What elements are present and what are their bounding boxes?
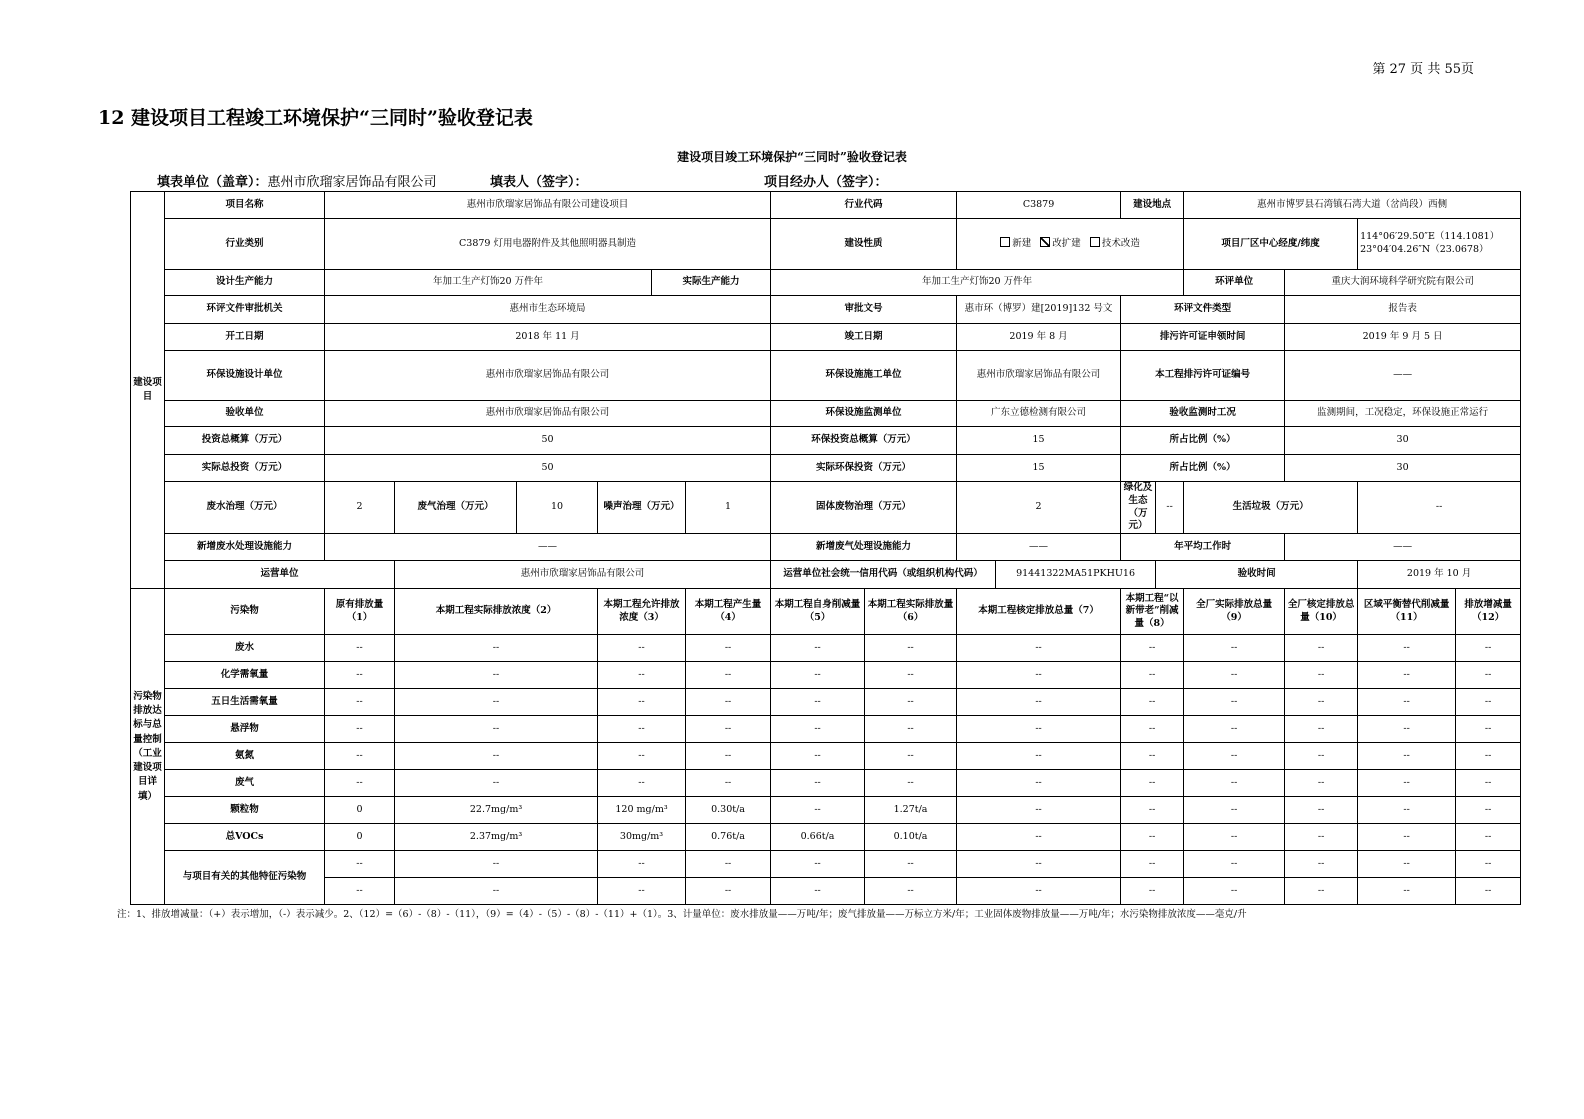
pollutant-value: -- [865,770,957,797]
pollutant-value: -- [325,689,395,716]
pollutant-name: 氨氮 [165,743,325,770]
gas-cost: 10 [517,482,598,534]
pollutant-name: 颗粒物 [165,797,325,824]
pollutant-value: -- [325,770,395,797]
finish-date: 2019 年 8 月 [957,324,1121,351]
ratio-label: 所占比例（%） [1121,427,1285,455]
pollutant-value: -- [686,716,771,743]
monitor-unit: 广东立德检测有限公司 [957,401,1121,427]
other-pollutant-value: -- [1121,878,1184,905]
pollutant-table [131,589,1521,905]
pollutant-value: -- [1184,797,1285,824]
other-pollutant-value: -- [686,878,771,905]
design-unit: 惠州市欣瑠家居饰品有限公司 [325,351,771,401]
location: 惠州市博罗县石湾镇石湾大道（岔尚段）西侧 [1184,192,1521,219]
pollutant-value: -- [1184,824,1285,851]
pollutant-value: -- [1358,770,1456,797]
operator-label: 运营单位 [165,561,395,589]
pollutant-value: -- [325,662,395,689]
pollutant-value: -- [1121,716,1184,743]
pollutant-value: 0.66t/a [771,824,865,851]
pollutant-value: -- [957,797,1121,824]
pollutant-value: -- [771,635,865,662]
pollutant-name: 废水 [165,635,325,662]
pollutant-value: -- [1358,662,1456,689]
other-pollutant-value: -- [598,851,686,878]
pollutant-value: -- [1184,770,1285,797]
wastewater-cost: 2 [325,482,395,534]
pollutant-value: -- [1456,689,1521,716]
pollutant-header: 排放增减量（12） [1456,589,1521,635]
table-row [131,824,1521,851]
green-cost-label: 绿化及生态（万元） [1121,482,1156,534]
ratio2-label: 所占比例（%） [1121,455,1285,482]
start-date: 2018 年 11 月 [325,324,771,351]
pollutant-value: 0.30t/a [686,797,771,824]
design-unit-label: 环保设施设计单位 [165,351,325,401]
center-value: 114°06′29.50″E（114.1081）23°04′04.26″N（23.0678） [1358,219,1521,270]
other-pollutant-value: -- [1285,851,1358,878]
eia-type-label: 环评文件类型 [1121,296,1285,324]
pollutant-value: -- [686,743,771,770]
table-row [131,743,1521,770]
pollutant-name: 废气 [165,770,325,797]
pollutant-value: -- [325,635,395,662]
pollutant-value: -- [1184,689,1285,716]
eia-unit: 重庆大润环境科学研究院有限公司 [1285,270,1521,296]
other-pollutant-value: -- [865,851,957,878]
accept-time-label: 验收时间 [1156,561,1358,589]
invest-label: 投资总概算（万元） [165,427,325,455]
other-pollutant-value: -- [1121,851,1184,878]
noise-cost-label: 噪声治理（万元） [598,482,686,534]
permit-date-label: 排污许可证申领时间 [1121,324,1285,351]
filler-label: 填表人（签字）： [490,175,588,190]
manager-label: 项目经办人（签字）： [764,175,888,190]
document-title: 12 建设项目工程竣工环境保护“三同时”验收登记表 [98,107,533,129]
nature-label: 建设性质 [771,219,957,270]
work-time-label: 年平均工作时 [1121,534,1285,561]
build-unit-label: 环保设施施工单位 [771,351,957,401]
pollutant-value: -- [771,689,865,716]
new-ww: —— [325,534,771,561]
approval-no-label: 审批文号 [771,296,957,324]
operator: 惠州市欣瑠家居饰品有限公司 [395,561,771,589]
section-construction: 建设项目 [131,192,165,589]
industry-type: C3879 灯用电器附件及其他照明器具制造 [325,219,771,270]
new-gas-label: 新增废气处理设施能力 [771,534,957,561]
finish-date-label: 竣工日期 [771,324,957,351]
eia-unit-label: 环评单位 [1184,270,1285,296]
pollutant-value: -- [1456,824,1521,851]
monitor-cond-label: 验收监测时工况 [1121,401,1285,427]
pollutant-value: -- [1121,797,1184,824]
pollutant-value: -- [1456,716,1521,743]
page-number: 第 27 页 共 55页 [1372,62,1474,77]
pollutant-value: -- [1358,635,1456,662]
start-date-label: 开工日期 [165,324,325,351]
permit-no: —— [1285,351,1521,401]
build-unit: 惠州市欣瑠家居饰品有限公司 [957,351,1121,401]
other-pollutant-value: -- [395,851,598,878]
work-time: —— [1285,534,1521,561]
pollutant-value: -- [1121,662,1184,689]
pollutant-header: 本期工程产生量（4） [686,589,771,635]
gas-cost-label: 废气治理（万元） [395,482,517,534]
project-name-label: 项目名称 [165,192,325,219]
industry-code: C3879 [957,192,1121,219]
pollutant-value: -- [865,716,957,743]
monitor-cond: 监测期间，工况稳定，环保设施正常运行 [1285,401,1521,427]
pollutant-value: -- [325,743,395,770]
checkbox-tech [1090,237,1100,247]
checkbox-expand-checked [1040,237,1050,247]
industry-code-label: 行业代码 [771,192,957,219]
wastewater-cost-label: 废水治理（万元） [165,482,325,534]
filling-unit [157,171,437,190]
pollutant-value: 1.27t/a [865,797,957,824]
env-invest: 15 [957,427,1121,455]
pollutant-value: 0 [325,797,395,824]
pollutant-header: 本期工程自身削减量（5） [771,589,865,635]
approval-org-label: 环评文件审批机关 [165,296,325,324]
pollutant-value: -- [1456,770,1521,797]
pollutant-value: -- [1184,635,1285,662]
pollutant-value: -- [771,770,865,797]
other-pollutant-value: -- [771,878,865,905]
actual-invest: 50 [325,455,771,482]
pollutant-value: 22.7mg/m³ [395,797,598,824]
pollutant-value: -- [1358,743,1456,770]
credit-label: 运营单位社会统一信用代码（或组织机构代码） [771,561,996,589]
pollutant-value: 120 mg/m³ [598,797,686,824]
pollutant-value: -- [1285,770,1358,797]
other-pollutants-label: 与项目有关的其他特征污染物 [165,851,325,905]
pollutant-header: 本期工程核定排放总量（7） [957,589,1121,635]
pollutant-value: -- [686,662,771,689]
pollutant-value: -- [1456,635,1521,662]
pollutant-value: -- [771,662,865,689]
pollutant-value: -- [865,662,957,689]
nature-expand: 改扩建 [1052,238,1081,250]
other-pollutant-value: -- [865,878,957,905]
pollutant-value: -- [957,770,1121,797]
other-pollutant-value: -- [686,851,771,878]
project-name: 惠州市欣瑠家居饰品有限公司建设项目 [325,192,771,219]
pollutant-value: -- [957,689,1121,716]
actual-invest-label: 实际总投资（万元） [165,455,325,482]
pollutant-value: -- [1285,797,1358,824]
other-pollutant-value: -- [1184,878,1285,905]
actual-env-invest-label: 实际环保投资（万元） [771,455,957,482]
section-pollutants: 污染物排放达标与总量控制（工业建设项目详填） [131,589,165,905]
nature-tech: 技术改造 [1101,238,1140,250]
pollutant-value: -- [598,689,686,716]
other-pollutant-value: -- [1358,851,1456,878]
permit-no-label: 本工程排污许可证编号 [1121,351,1285,401]
table-row [131,851,1521,878]
pollutant-value: -- [325,716,395,743]
accept-time: 2019 年 10 月 [1358,561,1521,589]
pollutant-value: -- [1285,716,1358,743]
pollutant-header: 本期工程实际排放浓度（2） [395,589,598,635]
pollutant-value: -- [1358,797,1456,824]
pollutant-value: -- [598,662,686,689]
permit-date: 2019 年 9 月 5 日 [1285,324,1521,351]
table-title: 建设项目竣工环境保护“三同时”验收登记表 [677,150,907,164]
monitor-unit-label: 环保设施监测单位 [771,401,957,427]
eia-type: 报告表 [1285,296,1521,324]
approval-org: 惠州市生态环境局 [325,296,771,324]
other-pollutant-value: -- [1184,851,1285,878]
pollutant-value: -- [1184,743,1285,770]
pollutant-value: -- [957,662,1121,689]
pollutant-value: -- [1184,662,1285,689]
center-label: 项目厂区中心经度/纬度 [1184,219,1358,270]
table-row [131,689,1521,716]
filling-unit-label: 填表单位（盖章）： [157,175,268,190]
pollutant-header: 本期工程实际排放量（6） [865,589,957,635]
pollutant-value: -- [395,716,598,743]
ratio: 30 [1285,427,1521,455]
table-row [131,662,1521,689]
pollutant-value: -- [598,635,686,662]
pollutant-value: -- [1285,689,1358,716]
actual-env-invest: 15 [957,455,1121,482]
table-row [131,797,1521,824]
pollutant-value: -- [865,635,957,662]
other-pollutant-value: -- [1456,851,1521,878]
pollutant-value: 30mg/m³ [598,824,686,851]
pollutant-value: -- [686,689,771,716]
pollutant-value: -- [1456,662,1521,689]
pollutant-name: 悬浮物 [165,716,325,743]
approval-no: 惠市环（博罗）建[2019]132 号文 [957,296,1121,324]
pollutant-value: -- [1285,824,1358,851]
pollutant-value: -- [395,743,598,770]
pollutant-value: -- [1121,770,1184,797]
other-pollutant-value: -- [1358,878,1456,905]
other-pollutant-value: -- [1456,878,1521,905]
pollutant-value: -- [957,716,1121,743]
pollutant-name: 化学需氧量 [165,662,325,689]
pollutant-value: 0.76t/a [686,824,771,851]
table-row [131,770,1521,797]
pollutant-value: -- [395,770,598,797]
pollutant-header: 本期工程允许排放浓度（3） [598,589,686,635]
pollutant-value: -- [395,662,598,689]
pollutant-value: -- [771,797,865,824]
other-pollutant-value: -- [1285,878,1358,905]
invest: 50 [325,427,771,455]
design-capacity: 年加工生产灯饰20 万件年 [325,270,652,296]
pollutant-header: 全厂实际排放总量（9） [1184,589,1285,635]
accept-unit: 惠州市欣瑠家居饰品有限公司 [325,401,771,427]
pollutant-header: 全厂核定排放总量（10） [1285,589,1358,635]
other-pollutant-value: -- [325,851,395,878]
pollutant-value: -- [1285,662,1358,689]
other-pollutant-value: -- [771,851,865,878]
nature-options [957,219,1184,270]
other-pollutant-value: -- [957,851,1121,878]
table-row [131,716,1521,743]
pollutant-value: -- [1285,635,1358,662]
filling-unit-value: 惠州市欣瑠家居饰品有限公司 [267,175,437,190]
pollutant-value: -- [686,770,771,797]
noise-cost: 1 [686,482,771,534]
pollutant-value: -- [598,770,686,797]
actual-capacity-label: 实际生产能力 [652,270,771,296]
life-cost-label: 生活垃圾（万元） [1184,482,1358,534]
checkbox-new [1000,237,1010,247]
other-pollutant-value: -- [325,878,395,905]
pollutant-value: 0.10t/a [865,824,957,851]
pollutant-value: -- [598,743,686,770]
pollutant-value: -- [957,635,1121,662]
pollutant-name: 总VOCs [165,824,325,851]
pollutant-header: 原有排放量（1） [325,589,395,635]
nature-new: 新建 [1012,238,1032,250]
footnote: 注：1、排放增减量：（+）表示增加，（-）表示减少。2、（12）=（6）-（8）-（11），（9）=（4）-（5）-（8）-（11）+（1）。3、计量单位：废水排放量——万吨/年；废气排放量——万标立方米/年；工业固体废物排放量——万吨/年；水污染物排放浓度——毫克/升 [117,909,1247,920]
green-cost: -- [1156,482,1184,534]
pollutant-value: -- [1285,743,1358,770]
credit-code: 91441322MA51PKHU16 [996,561,1156,589]
env-invest-label: 环保投资总概算（万元） [771,427,957,455]
solid-cost-label: 固体废物治理（万元） [771,482,957,534]
pollutant-value: 2.37mg/m³ [395,824,598,851]
manager-signature [764,171,888,190]
design-capacity-label: 设计生产能力 [165,270,325,296]
pollutant-value: -- [957,824,1121,851]
pollutant-value: -- [395,635,598,662]
pollutant-header: 本期工程“以新带老”削减量（8） [1121,589,1184,635]
pollutant-value: -- [865,743,957,770]
pollutant-value: -- [1121,743,1184,770]
new-gas: —— [957,534,1121,561]
other-pollutant-value: -- [598,878,686,905]
table-row [131,635,1521,662]
pollutant-name: 五日生活需氧量 [165,689,325,716]
life-cost: -- [1358,482,1521,534]
other-pollutant-value: -- [957,878,1121,905]
industry-type-label: 行业类别 [165,219,325,270]
pollutant-value: -- [865,689,957,716]
pollutant-value: -- [1358,716,1456,743]
pollutant-value: -- [1121,689,1184,716]
pollutant-value: -- [1184,716,1285,743]
new-ww-label: 新增废水处理设施能力 [165,534,325,561]
pollutant-value: -- [598,716,686,743]
pollutant-value: -- [1121,635,1184,662]
actual-capacity: 年加工生产灯饰20 万件年 [771,270,1184,296]
filler-signature [490,171,588,190]
pollutant-value: -- [957,743,1121,770]
other-pollutant-value: -- [395,878,598,905]
pollutant-value: -- [1456,797,1521,824]
pollutant-value: -- [686,635,771,662]
location-label: 建设地点 [1121,192,1184,219]
pollutant-header: 区域平衡替代削减量（11） [1358,589,1456,635]
ratio2: 30 [1285,455,1521,482]
pollutant-value: -- [1358,824,1456,851]
pollutant-value: -- [395,689,598,716]
pollutant-value: -- [1456,743,1521,770]
accept-unit-label: 验收单位 [165,401,325,427]
pollutant-value: -- [1121,824,1184,851]
pollutant-value: -- [1358,689,1456,716]
acceptance-registration-table [130,191,1521,905]
pollutant-value: 0 [325,824,395,851]
table-row [131,878,1521,905]
pollutant-value: -- [771,743,865,770]
pollutant-value: -- [771,716,865,743]
pollutant-header-name: 污染物 [165,589,325,635]
solid-cost: 2 [957,482,1121,534]
